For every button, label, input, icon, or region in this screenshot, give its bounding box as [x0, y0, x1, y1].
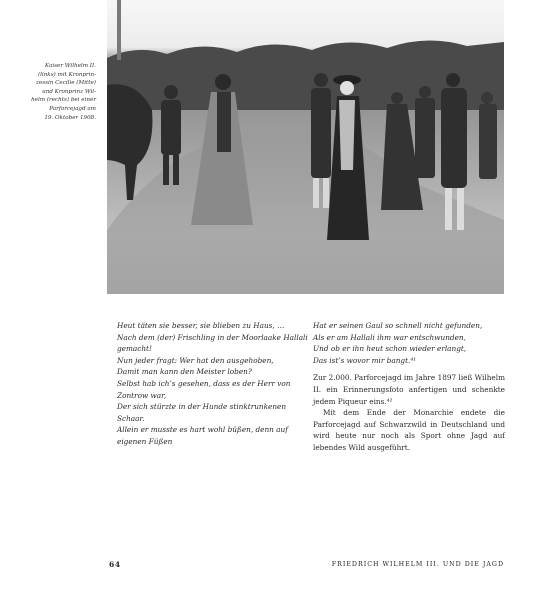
pole: [117, 0, 121, 60]
right-column: [313, 320, 505, 454]
poem-right-stanza: [313, 320, 505, 366]
poem-left-column: [117, 320, 317, 448]
poem-line: Und ob er ihn heut schon wieder erlangt,: [313, 344, 467, 354]
photo-caption: [12, 62, 96, 122]
poem-line: Zontrow war,: [117, 390, 167, 400]
figure-far-right: [479, 92, 497, 179]
poem-line: Das ist’s wovor mir bangt.⁴¹: [313, 355, 417, 365]
caption-line: (links) mit Kronprin-: [37, 71, 96, 78]
poem-line: Nun jeder fragt: Wer hat den ausgehoben,: [117, 355, 274, 365]
poem-line: Schaar.: [117, 413, 145, 423]
caption-line: und Kronprinz Wil-: [42, 88, 96, 95]
hunt-photograph: [107, 0, 504, 294]
poem-line: Der sich stürzte in der Hunde stinktrunkenen: [117, 402, 287, 412]
paragraph: Mit dem Ende der Monarchie endete die Parforcejagd auf Schwarzwild in Deutschland und wird heute nur noch als Sport ohne Jagd auf lebendes Wild ausgeführt.: [313, 408, 505, 452]
caption-line: Parforcejagd am: [49, 105, 96, 112]
caption-line: helm (rechts) bei einer: [31, 97, 96, 104]
horse: [107, 84, 152, 200]
caption-line: 19. Oktober 1908.: [44, 114, 96, 121]
poem-line: Allein er musste es hart wohl büßen, denn auf: [117, 425, 288, 435]
poem-line: Heut täten sie besser, sie blieben zu Haus, …: [117, 321, 285, 330]
page-number: 64: [109, 560, 121, 569]
poem-line: gemacht!: [117, 344, 152, 354]
caption-line: Kaiser Wilhelm II.: [44, 63, 96, 69]
poem-line: eigenen Füßen: [117, 436, 173, 446]
poem-line: Nach dem (der) Frischling in der Moorlaake Hallali: [117, 332, 308, 342]
poem-line: Hat er seinen Gaul so schnell nicht gefunden,: [313, 321, 483, 330]
poem-line: Damit man kann den Meister loben?: [117, 367, 252, 377]
paragraph: Zur 2.000. Parforcejagd im Jahre 1897 ließ Wilhelm II. ein Erinnerungsfoto anfertigen und schenkte jedem Piqueur eins.⁴²: [313, 373, 505, 406]
poem-line: Als er am Hallali ihm war entschwunden,: [313, 332, 466, 342]
body-text: [313, 372, 505, 453]
caption-line: zessin Cecilie (Mitte): [35, 80, 96, 87]
running-title: FRIEDRICH WILHELM III. UND DIE JAGD: [331, 561, 504, 568]
poem-line: Selbst hab ich’s gesehen, dass es der Herr von: [117, 378, 291, 388]
